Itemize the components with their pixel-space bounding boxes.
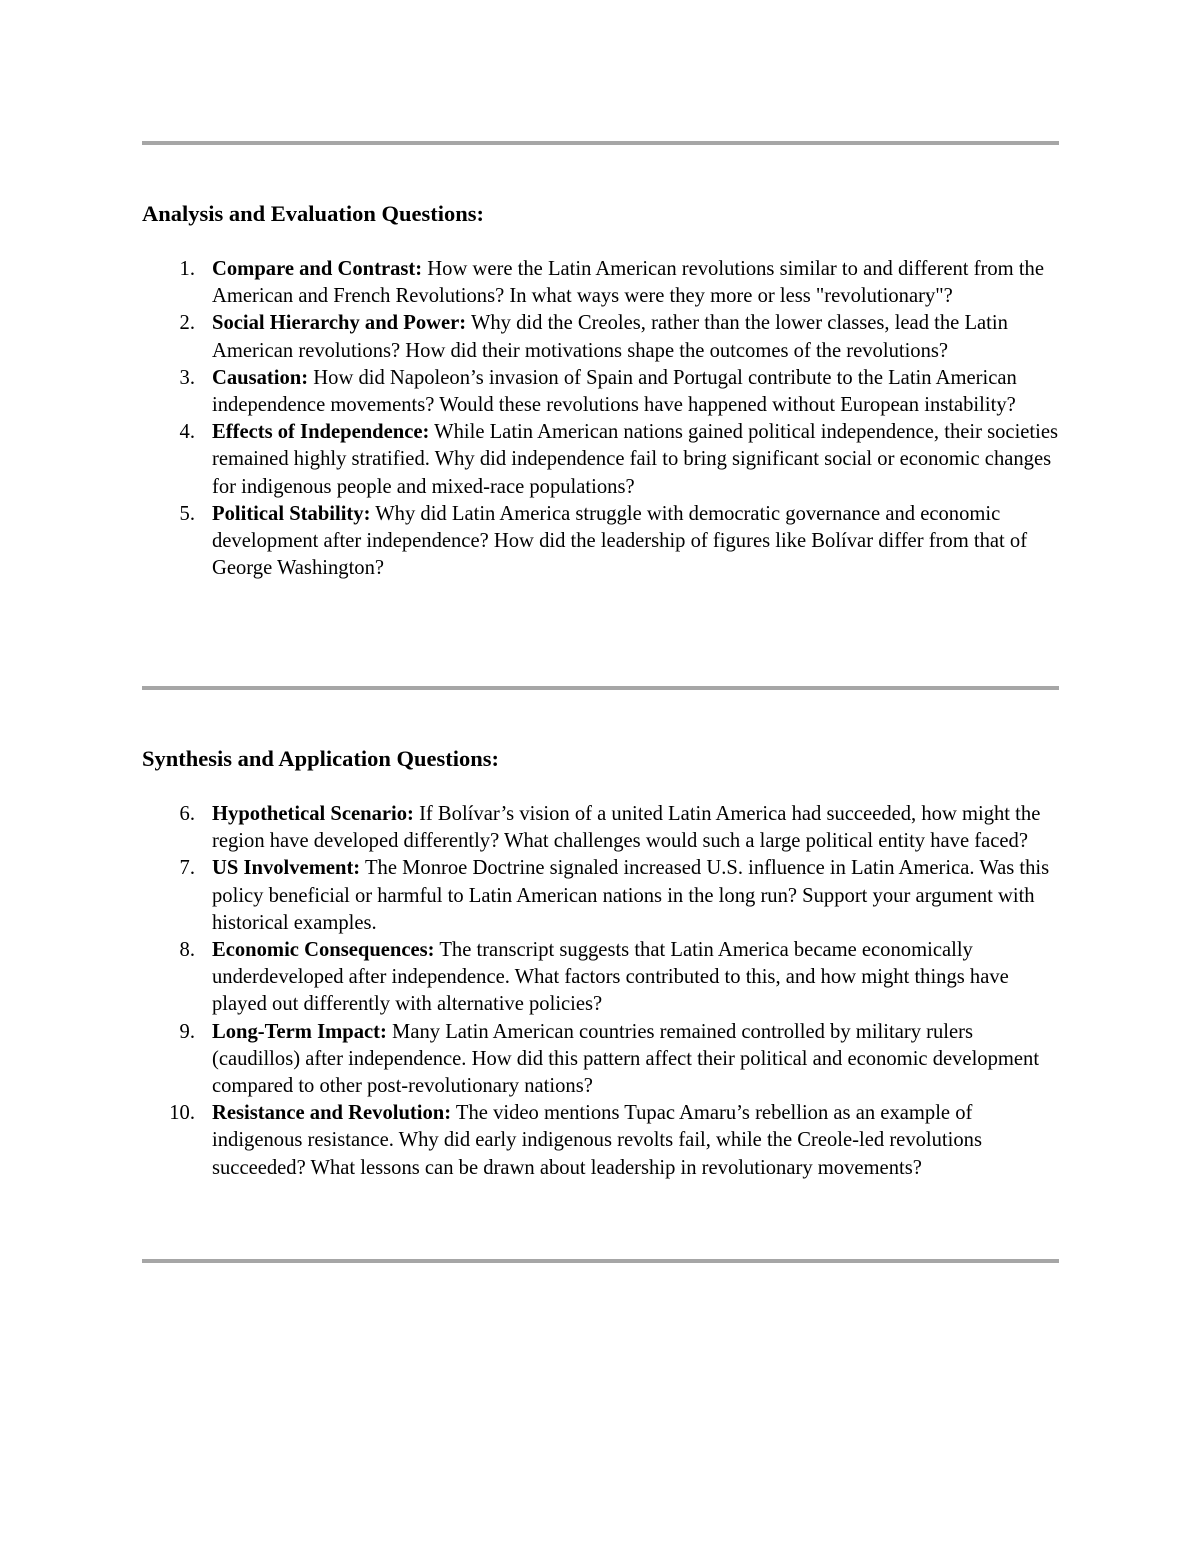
question-number: 8. [179,939,195,962]
question-item [142,1100,1059,1182]
question-title: Causation: [212,366,309,389]
question-item [142,855,1059,937]
horizontal-rule [142,1259,1059,1263]
question-item [142,501,1059,583]
question-text: Why did the Creoles, rather than the lower classes, lead the Latin American revolutions? How did their motivations shape the outcomes of the revolutions? [212,312,1008,362]
question-title: Long-Term Impact: [212,1020,387,1043]
question-number: 5. [179,502,195,525]
question-item [142,419,1059,501]
question-text: How did Napoleon’s invasion of Spain and Portugal contribute to the Latin American independence movements? Would these revolutions have happened without European instability? [212,366,1017,417]
question-text: If Bolívar’s vision of a united Latin America had succeeded, how might the region have developed differently? What challenges would such a large political entity have faced? [212,803,1041,853]
question-number: 4. [179,421,195,444]
question-number: 6. [179,803,195,825]
question-list-analysis [142,256,1059,582]
question-title: Effects of Independence: [212,421,430,444]
question-text: While Latin American nations gained political independence, their societies remained highly stratified. Why did independence fail to bring significant social or economic changes for indigenous people and mixed-race populations? [212,421,1059,498]
question-item [142,937,1059,1019]
question-item [142,1019,1059,1101]
question-number: 10. [169,1102,195,1125]
question-text: Why did Latin America struggle with democratic governance and economic development after independence? How did the leadership of figures like Bolívar differ from that of George Washington? [212,502,1028,580]
question-title: Resistance and Revolution: [212,1102,452,1125]
question-title: Social Hierarchy and Power: [212,312,467,335]
question-item [142,256,1059,310]
question-number: 9. [179,1020,195,1043]
question-number: 1. [179,258,195,280]
horizontal-rule [142,141,1059,145]
question-number: 2. [179,312,195,335]
section-heading-synthesis: Synthesis and Application Questions: [142,746,499,771]
question-item [142,310,1059,364]
horizontal-rule [142,686,1059,690]
section-heading-analysis: Analysis and Evaluation Questions: [142,201,484,226]
question-list-synthesis [142,801,1059,1182]
question-number: 3. [179,366,195,389]
question-title: Economic Consequences: [212,939,435,962]
question-text: The transcript suggests that Latin America became economically underdeveloped after independence. What factors contributed to this, and how might things have played out differently with alternative policies? [212,939,1009,1016]
question-text: How were the Latin American revolutions similar to and different from the American and French Revolutions? In what ways were they more or less "revolutionary"? [212,258,1044,308]
question-number: 7. [179,857,195,880]
question-title: Political Stability: [212,502,371,525]
question-text: Many Latin American countries remained controlled by military rulers (caudillos) after independence. How did this pattern affect their political and economic development compared to other post-revolutionary nations? [212,1020,1040,1098]
question-title: Hypothetical Scenario: [212,803,414,825]
question-item [142,801,1059,855]
question-title: Compare and Contrast: [212,258,423,280]
question-text: The Monroe Doctrine signaled increased U.S. influence in Latin America. Was this policy beneficial or harmful to Latin American nations in the long run? Support your argument with historical examples. [212,857,1050,934]
question-text: The video mentions Tupac Amaru’s rebellion as an example of indigenous resistance. Why did early indigenous revolts fail, while the Creole-led revolutions succeeded? What lessons can be drawn about leadership in revolutionary movements? [212,1102,982,1179]
question-item [142,365,1059,419]
question-title: US Involvement: [212,857,361,880]
